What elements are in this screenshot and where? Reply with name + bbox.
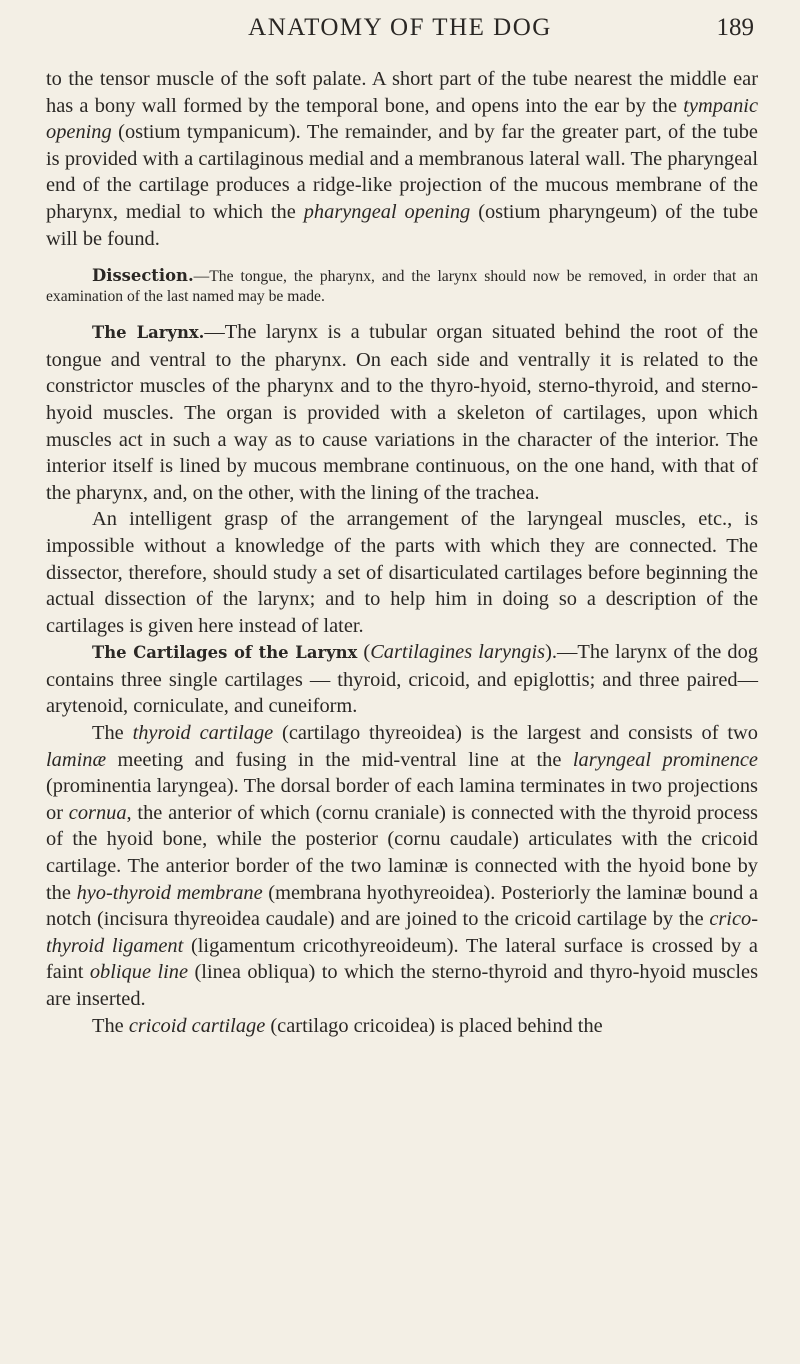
paragraph-thyroid-cartilage: The thyroid cartilage (cartilago thyreoidea) is the largest and consists of two laminæ meeting and fusing in the mid-ventral line at the laryngeal prominence (prominentia laryngea). The dorsal border of each lamina terminates in two projections or cornua, the anterior of which (cornu craniale) is connected with the thyroid process of the hyoid bone, while the posterior (cornu caudale) articulates with the cricoid cartilage. The anterior border of the two laminæ is connected with the hyoid bone by the hyo-thyroid membrane (membrana hyothyreoidea). Posteriorly the laminæ bound a notch (incisura thyreoidea caudale) and are joined to the cricoid cartilage by the crico-thyroid ligament (ligamentum cricothyreoideum). The lateral surface is crossed by a faint oblique line (linea obliqua) to which the sterno-thyroid and thyro-hyoid muscles are inserted. xyxy=(46,722,758,1010)
term-hyo-thyroid-membrane: hyo-thyroid membrane xyxy=(76,881,263,904)
term-cricoid-cartilage: cricoid cartilage xyxy=(128,1014,266,1037)
paragraph-larynx: The Larynx.—The larynx is a tubular organ situated behind the root of the tongue and ventral to the pharynx. On each side and ventrally it is related to the constrictor muscles of the pharynx and to the thyro-hyoid, sterno-thyroid, and sterno-hyoid muscles. The organ is provided with a skeleton of cartilages, upon which muscles act in such a way as to cause variations in the character of the interior. The interior itself is lined by mucous membrane continuous, on the one hand, with that of the pharynx, and, on the other, with the lining of the trachea. xyxy=(46,321,758,504)
term-cornua: cornua xyxy=(68,801,127,824)
term-thyroid-cartilage: thyroid cartilage xyxy=(132,722,274,745)
page-number: 189 xyxy=(716,14,754,41)
paragraph-cartilages: The Cartilages of the Larynx (Cartilagines laryngis).—The larynx of the dog contains three single cartilages — thyroid, cricoid, and epiglottis; and three paired—arytenoid, corniculate, and cuneiform. xyxy=(46,641,758,718)
paragraph-cricoid-cartilage: The cricoid cartilage (cartilago cricoidea) is placed behind the xyxy=(92,1014,603,1037)
term-laminae: laminæ xyxy=(46,748,107,771)
body-text xyxy=(46,66,758,1039)
paragraph-eustachian-tube: to the tensor muscle of the soft palate. A short part of the tube nearest the middle ear has a bony wall formed by the temporal bone, and opens into the ear by the tympanic opening (ostium tympanicum). The remainder, and by far the greater part, of the tube is provided with a cartilaginous medial and a membranous lateral wall. The pharyngeal end of the cartilage produces a ridge-like projection of the mucous membrane of the pharynx, medial to which the pharyngeal opening (ostium pharyngeum) of the tube will be found. xyxy=(46,68,758,250)
cartilages-heading: The Cartilages of the Larynx xyxy=(92,643,358,663)
cartilages-latin: Cartilagines laryngis xyxy=(370,641,546,664)
dissection-label: Dissection. xyxy=(92,266,194,286)
term-crico-thyroid-ligament: crico-thyroid ligament xyxy=(46,908,758,957)
page-header xyxy=(0,14,800,54)
term-oblique-line: oblique line xyxy=(89,961,189,984)
larynx-heading: The Larynx. xyxy=(92,323,205,343)
dissection-note: Dissection.—The tongue, the pharynx, and the larynx should now be removed, in order that an examination of the last named may be made. xyxy=(46,266,758,306)
term-tympanic-opening: tympanic opening xyxy=(46,94,758,144)
term-pharyngeal-opening: pharyngeal opening xyxy=(303,200,471,223)
paragraph-intelligent-grasp: An intelligent grasp of the arrangement of the laryngeal muscles, etc., is impossible without a knowledge of the parts with which they are connected. The dissector, therefore, should study a set of disarticulated cartilages before beginning the actual dissection of the larynx; and to help him in doing so a description of the cartilages is given here instead of later. xyxy=(46,508,758,637)
term-laryngeal-prominence: laryngeal prominence xyxy=(572,748,758,771)
running-title: ANATOMY OF THE DOG xyxy=(248,14,552,41)
